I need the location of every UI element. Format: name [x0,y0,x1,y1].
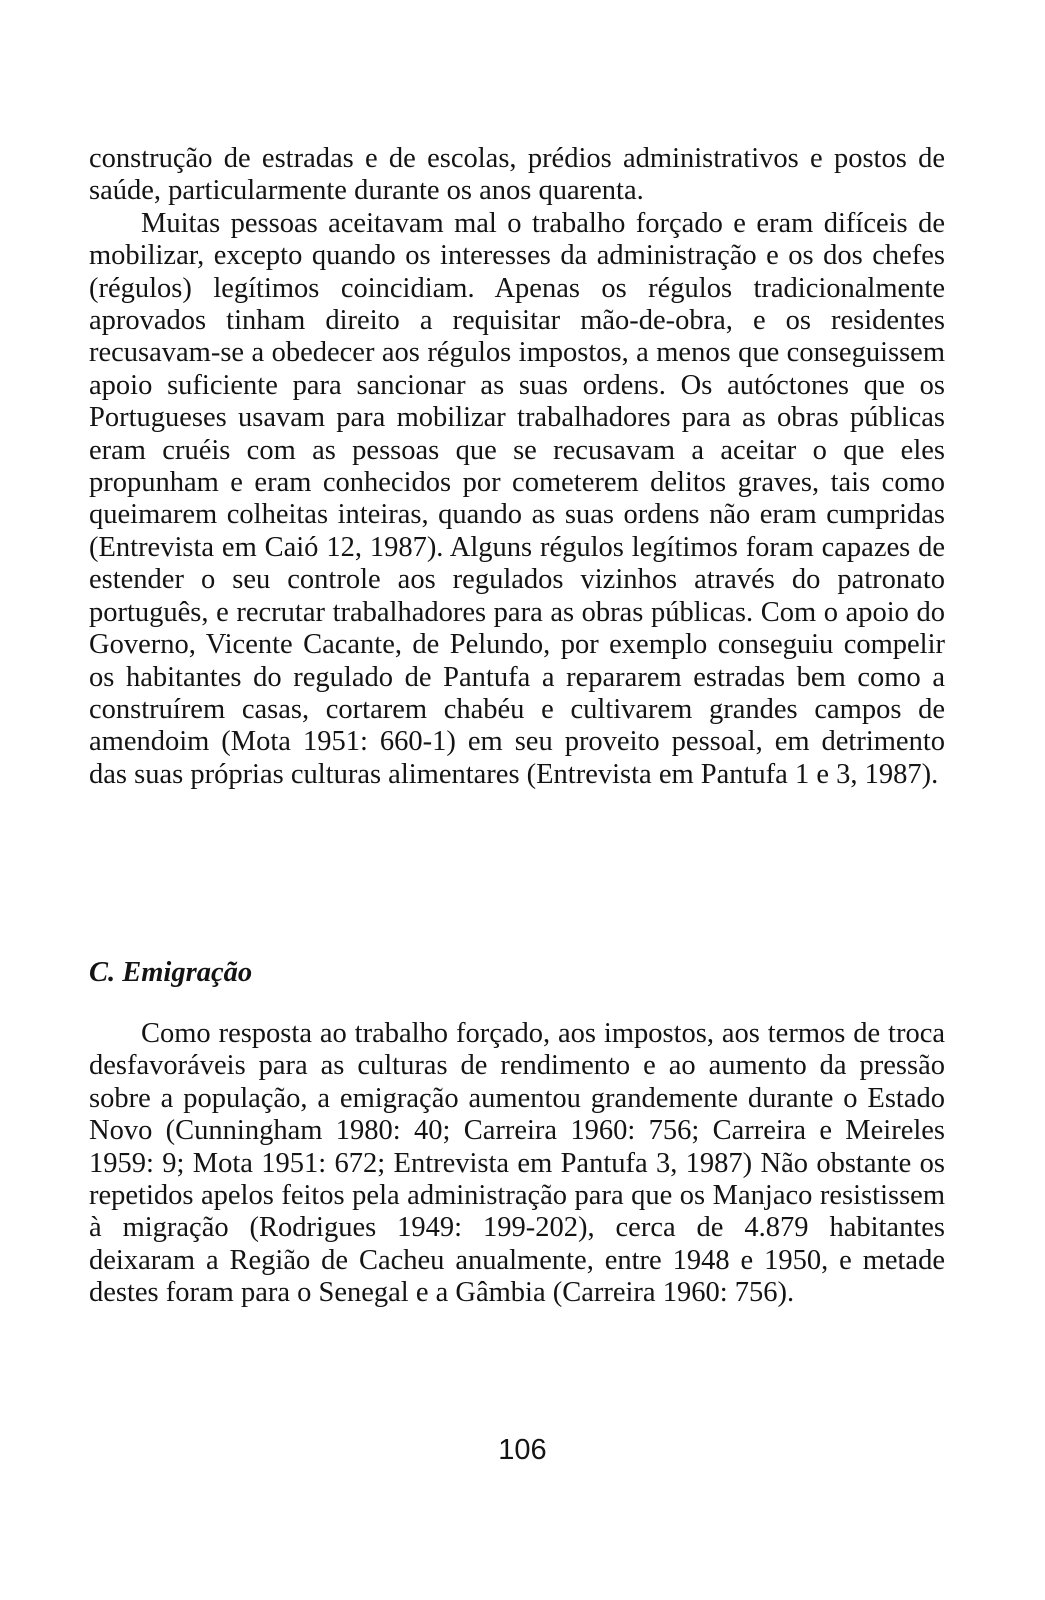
paragraph-1-continuation: construção de estradas e de escolas, prédios administrativos e postos de saúde, particularmente durante os anos quarenta. [89,143,945,207]
section-heading: C. Emigração [89,957,253,988]
body-paragraph-1 [89,143,945,791]
paragraph-2-text: Como resposta ao trabalho forçado, aos impostos, aos termos de troca desfavoráveis para as culturas de rendimento e ao aumento da pressão sobre a população, a emigração aumentou grandemente durante o Estado Novo (Cunningham 1980: 40; Carreira 1960: 756; Carreira e Meireles 1959: 9; Mota 1951: 672; Entrevista em Pantufa 3, 1987) Não obstante os repetidos apelos feitos pela administração para que os Manjaco resistissem à migração (Rodrigues 1949: 199-202), cerca de 4.879 habitantes deixaram a Região de Cacheu anualmente, entre 1948 e 1950, e metade destes foram para o Senegal e a Gâmbia (Carreira 1960: 756). [89,1018,945,1309]
page-number: 106 [498,1434,547,1466]
body-paragraph-2 [89,1018,945,1310]
paragraph-1-body: Muitas pessoas aceitavam mal o trabalho forçado e eram difíceis de mobilizar, excepto quando os interesses da administração e os dos chefes (régulos) legítimos coincidiam. Apenas os régulos tradicionalmente aprovados tinham direito a requisitar mão-de-obra, e os residentes recusavam-se a obedecer aos régulos impostos, a menos que conseguissem apoio suficiente para sancionar as suas ordens. Os autóctones que os Portugueses usavam para mobilizar trabalhadores para as obras públicas eram cruéis com as pessoas que se recusavam a aceitar o que eles propunham e eram conhecidos por cometerem delitos graves, tais como queimarem colheitas inteiras, quando as suas ordens não eram cumpridas (Entrevista em Caió 12, 1987). Alguns régulos legítimos foram capazes de estender o seu controle aos regulados vizinhos através do patronato português, e recrutar trabalhadores para as obras públicas. Com o apoio do Governo, Vicente Cacante, de Pelundo, por exemplo conseguiu compelir os habitantes do regulado de Pantufa a repararem estradas bem como a construírem casas, cortarem chabéu e cultivarem grandes campos de amendoim (Mota 1951: 660-1) em seu proveito pessoal, em detrimento das suas próprias culturas alimentares (Entrevista em Pantufa 1 e 3, 1987). [89,207,945,790]
